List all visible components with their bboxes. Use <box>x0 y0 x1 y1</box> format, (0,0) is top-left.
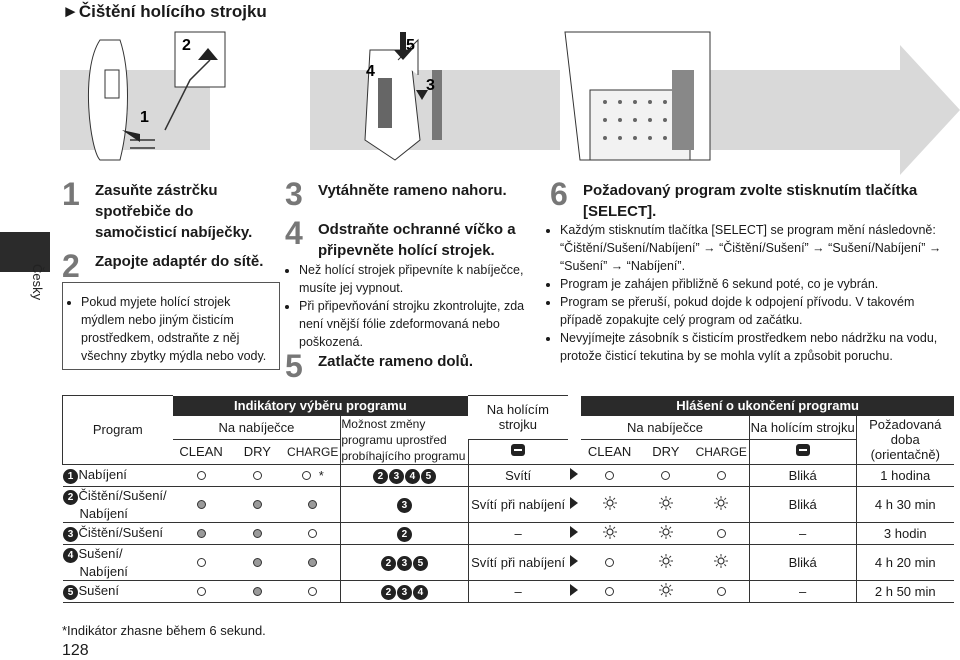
program-name <box>63 522 173 544</box>
end-indicator-clean <box>581 522 638 544</box>
end-indicator-dry <box>638 486 694 522</box>
step-number-5: 5 <box>285 348 303 384</box>
change-option-badge: 2 <box>381 585 396 600</box>
program-time: 3 hodin <box>856 522 954 544</box>
indicator-charge <box>285 486 341 522</box>
transition-arrow-icon <box>568 486 582 522</box>
indicator-charge <box>285 544 341 580</box>
step-6-bullet-2: • Program je zahájen přibližně 6 sekund poté, co je vybrán. <box>560 275 956 293</box>
table-row <box>63 464 955 486</box>
header-time: Požadovaná doba (orientačně) <box>856 416 954 465</box>
table-row <box>63 486 955 522</box>
svg-text:2: 2 <box>182 37 191 54</box>
shaver-status: Svítí při nabíjení <box>468 486 568 522</box>
indicator-charge <box>285 522 341 544</box>
asterisk-marker: * <box>318 467 324 483</box>
end-indicator-charge <box>694 464 750 486</box>
program-name-line1: Čištění/Sušení <box>78 525 164 540</box>
step-1-text: Zasuňte zástrčku spotřebiče do samočisticí nabíječky. <box>95 182 253 241</box>
step-number-4: 4 <box>285 215 303 251</box>
program-name-line1: Čištění/Sušení/ <box>78 487 167 503</box>
program-number-badge: 4 <box>63 548 78 563</box>
header-on-shaver-2: Na holícím strojku <box>749 416 856 440</box>
step-4-text: Odstraňte ochranné víčko a připevněte holící strojek. <box>318 221 516 259</box>
header-change: Možnost změny programu uprostřed probíhajícího programu <box>341 416 468 465</box>
end-indicator-clean <box>581 544 638 580</box>
change-option-badge: 3 <box>397 585 412 600</box>
indicator-clean <box>173 486 230 522</box>
indicator-charge <box>285 580 341 602</box>
step-4-bullet-2: • Při připevňování strojku zkontrolujte, zda není vnější fólie zdeformovaná nebo poškozená. <box>299 297 540 351</box>
svg-text:4: 4 <box>366 63 375 80</box>
change-option-badge: 2 <box>397 527 412 542</box>
indicator-charge <box>285 464 341 486</box>
program-name-line2: Nabíjení <box>79 563 128 579</box>
page-title: ►Čištění holícího strojku <box>62 2 267 21</box>
header-indicators: Indikátory výběru programu <box>173 396 468 416</box>
table-row <box>63 544 955 580</box>
program-name <box>63 486 173 522</box>
end-indicator-charge <box>694 522 750 544</box>
transition-arrow-icon <box>568 580 582 602</box>
program-time: 4 h 20 min <box>856 544 954 580</box>
end-indicator-clean <box>581 580 638 602</box>
program-name-line1: Nabíjení <box>78 467 127 482</box>
indicator-clean <box>173 464 230 486</box>
step-number-2: 2 <box>62 248 80 284</box>
step-5-text: Zatlačte rameno dolů. <box>318 353 474 370</box>
end-shaver-status: Bliká <box>749 486 856 522</box>
shaver-icon-2 <box>749 439 856 464</box>
change-options <box>341 544 468 580</box>
change-option-badge: 5 <box>421 469 436 484</box>
change-option-badge: 4 <box>413 585 428 600</box>
header-charge: CHARGE <box>285 439 341 464</box>
end-indicator-charge <box>694 486 750 522</box>
end-indicator-dry <box>638 544 694 580</box>
end-indicator-dry <box>638 522 694 544</box>
step-number-1: 1 <box>62 176 80 212</box>
end-indicator-charge <box>694 544 750 580</box>
shaver-status: Svítí při nabíjení <box>468 544 568 580</box>
program-name <box>63 464 173 486</box>
program-number-badge: 5 <box>63 585 78 600</box>
cleaning-illustration <box>60 30 960 178</box>
language-label: Česky <box>30 264 45 301</box>
change-option-badge: 3 <box>397 498 412 513</box>
table-row <box>63 580 955 602</box>
program-number-badge: 2 <box>63 490 78 505</box>
footnote: *Indikátor zhasne během 6 sekund. <box>62 623 266 638</box>
end-indicator-dry <box>638 580 694 602</box>
header-charger: Na nabíječce <box>218 419 295 435</box>
change-option-badge: 3 <box>389 469 404 484</box>
shaver-status: – <box>468 522 568 544</box>
end-indicator-clean <box>581 486 638 522</box>
svg-text:1: 1 <box>140 109 149 126</box>
header-clean-2: CLEAN <box>581 439 638 464</box>
header-dry: DRY <box>230 439 286 464</box>
program-name-line2: Nabíjení <box>79 505 128 521</box>
program-number-badge: 1 <box>63 469 78 484</box>
change-option-badge: 2 <box>381 556 396 571</box>
program-time: 1 hodina <box>856 464 954 486</box>
header-clean: CLEAN <box>173 439 230 464</box>
change-options <box>341 486 468 522</box>
program-number-badge: 3 <box>63 527 78 542</box>
step-6-text: Požadovaný program zvolte stisknutím tlačítka [SELECT]. <box>583 182 918 220</box>
indicator-dry <box>230 464 286 486</box>
header-program: Program <box>63 396 173 465</box>
end-indicator-dry <box>638 464 694 486</box>
transition-arrow-icon <box>568 522 582 544</box>
program-name <box>63 580 173 602</box>
end-shaver-status: – <box>749 522 856 544</box>
transition-arrow-icon <box>568 464 582 486</box>
end-shaver-status: – <box>749 580 856 602</box>
indicator-dry <box>230 486 286 522</box>
change-option-badge: 3 <box>397 556 412 571</box>
program-name-line1: Sušení/ <box>78 545 123 561</box>
header-dry-2: DRY <box>638 439 694 464</box>
indicator-dry <box>230 580 286 602</box>
indicator-clean <box>173 580 230 602</box>
step-4-bullet-1: • Než holící strojek připevníte k nabíječce, musíte jej vypnout. <box>299 261 540 297</box>
program-table <box>62 395 954 603</box>
end-indicator-clean <box>581 464 638 486</box>
indicator-clean <box>173 544 230 580</box>
table-row <box>63 522 955 544</box>
change-options <box>341 522 468 544</box>
step-6-bullet-3: • Program se přeruší, pokud dojde k odpojení přívodu. V takovém případě zopakujte celý program od začátku. <box>560 293 956 329</box>
step-6-bullet-4: • Nevyjímejte zásobník s čisticím prostředkem nebo nádržku na vodu, protože čisticí tekutina by se mohla vylít a způsobit poruchu. <box>560 329 956 365</box>
end-indicator-charge <box>694 580 750 602</box>
end-shaver-status: Bliká <box>749 464 856 486</box>
header-end: Hlášení o ukončení programu <box>581 396 954 416</box>
end-shaver-status: Bliká <box>749 544 856 580</box>
header-charge-2: CHARGE <box>694 439 750 464</box>
step-2-text: Zapojte adaptér do sítě. <box>95 253 264 270</box>
shaver-status: – <box>468 580 568 602</box>
change-options <box>341 580 468 602</box>
indicator-dry <box>230 522 286 544</box>
svg-text:5: 5 <box>406 37 415 54</box>
soap-note: • Pokud myjete holící strojek mýdlem nebo jiným čisticím prostředkem, odstraňte z něj všechny zbytky mýdla nebo vody. <box>81 293 275 365</box>
transition-arrow-icon <box>568 544 582 580</box>
program-time: 4 h 30 min <box>856 486 954 522</box>
change-option-badge: 4 <box>405 469 420 484</box>
indicator-clean <box>173 522 230 544</box>
page-number: 128 <box>62 642 89 659</box>
change-option-badge: 2 <box>373 469 388 484</box>
change-options <box>341 464 468 486</box>
step-number-3: 3 <box>285 176 303 212</box>
step-3-text: Vytáhněte rameno nahoru. <box>318 182 507 199</box>
program-name-line1: Sušení <box>78 583 119 598</box>
change-option-badge: 5 <box>413 556 428 571</box>
indicator-dry <box>230 544 286 580</box>
program-time: 2 h 50 min <box>856 580 954 602</box>
header-charger-2: Na nabíječce <box>627 419 703 435</box>
svg-text:3: 3 <box>426 77 435 94</box>
step-6-bullet-1: • Každým stisknutím tlačítka [SELECT] se program mění následovně: “Čištění/Sušení/Nabíjení” → “Čištění/Sušení” → “Sušení/Nabíjení” → “Sušení” → “Nabíjení”. <box>560 221 956 275</box>
shaver-icon <box>468 439 568 464</box>
shaver-status: Svítí <box>468 464 568 486</box>
program-name <box>63 544 173 580</box>
soap-note-box <box>62 282 280 370</box>
step-number-6: 6 <box>550 176 568 212</box>
header-on-shaver: Na holícím strojku <box>468 396 568 440</box>
